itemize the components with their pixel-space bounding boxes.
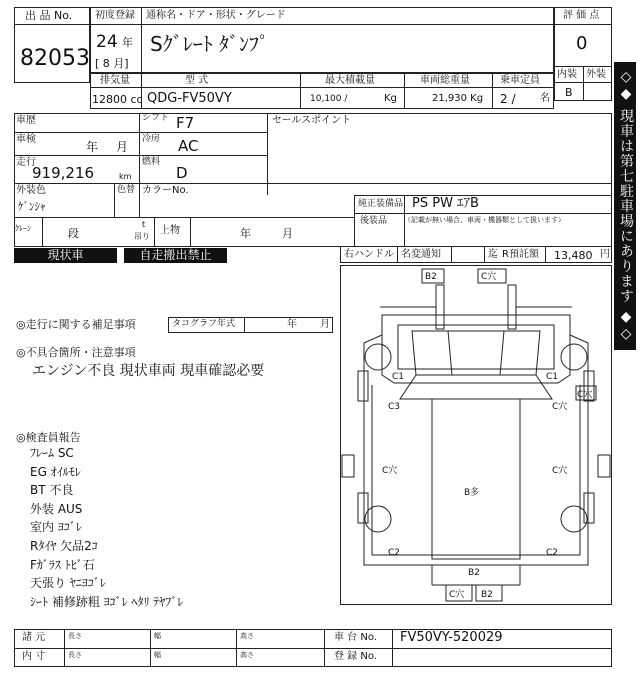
vehicle-diagram: [340, 265, 612, 605]
lot-label: 出 品 No.: [25, 9, 73, 22]
interior-grade: B: [565, 86, 573, 99]
ac-value: AC: [178, 137, 199, 155]
mileage-unit: km: [119, 172, 132, 181]
score-value: 0: [576, 33, 588, 54]
recycle-value: 13,480: [554, 249, 593, 262]
aftermarket-note: （記載が無い場合、車両・機器類として扱います）: [404, 216, 565, 224]
crane-ton: t: [142, 220, 146, 229]
footer-height-1: 高さ: [240, 632, 254, 640]
lot-number: 82053: [20, 46, 90, 71]
crane-stage: 段: [68, 227, 79, 240]
inspection-year: 年: [86, 140, 99, 154]
reg-year-unit: 年: [122, 36, 133, 49]
history-label: 車歴: [16, 115, 36, 126]
tacho-label: タコグラフ年式: [172, 319, 236, 329]
shift-label: シフト: [142, 113, 170, 123]
inspector-title: ◎検査員報告: [16, 431, 81, 444]
recycle-unit: 円: [600, 249, 610, 260]
footer-specs-label: 諸 元: [22, 632, 46, 643]
aftermarket-label: 後装品: [360, 216, 388, 226]
recycle-label: R預託額: [502, 249, 539, 260]
footer-length-1: 長さ: [68, 632, 82, 640]
mileage-label: 走行: [16, 157, 36, 168]
max-load-label: 最大積載量: [325, 75, 375, 86]
fuel-value: D: [176, 164, 188, 182]
model-code-label: 型 式: [185, 75, 209, 86]
interior-label: 内装: [557, 69, 577, 80]
displacement-value: 12800 cc: [92, 93, 143, 106]
footer-width-2: 幅: [154, 651, 161, 659]
genjo-badge: 現状車: [14, 248, 117, 263]
inspector-line: 室内 ﾖｺﾞﾚ: [30, 520, 82, 535]
model-name: Sｸﾞﾚｰﾄ ﾀﾞﾝﾌﾟ: [150, 32, 270, 56]
mark-c2-left: C2: [388, 548, 401, 558]
parking-notice: ◇◆ 現車は第七駐車場にあります ◆◇: [614, 62, 636, 350]
mark-rear-b2: B2: [468, 568, 480, 578]
tax-label: 迄: [488, 249, 498, 260]
tacho-month: 月: [320, 319, 330, 330]
inspector-line: EG ｵｲﾙﾓﾚ: [30, 464, 81, 479]
defects-text: エンジン不良 現状車両 現車確認必要: [32, 363, 265, 379]
reg-month: [ 8 月]: [95, 57, 129, 70]
displacement-label: 排気量: [100, 75, 130, 86]
color-change-label: 色替: [117, 185, 136, 195]
inspection-label: 車検: [16, 134, 36, 145]
mark-c-hole-right-upper: C穴: [552, 402, 568, 412]
chassis-label: 車 台 No.: [334, 632, 377, 643]
model-code-value: QDG-FV50VY: [147, 91, 232, 106]
driving-notes-title: ◎走行に関する補足事項: [16, 318, 136, 331]
capacity-unit: 名: [540, 93, 550, 104]
gross-weight-label: 車両総重量: [420, 75, 470, 86]
ac-label: 冷房: [142, 134, 161, 144]
defects-title: ◎不具合箇所・注意事項: [16, 346, 136, 359]
mileage-value: 919,216: [32, 164, 95, 182]
mark-c-hole-right-box: C穴: [577, 390, 593, 400]
mark-bed: B多: [464, 488, 480, 498]
max-load-unit: Kg: [384, 93, 397, 104]
sales-point-label: セールスポイント: [272, 115, 352, 126]
mark-top-c-hole: C穴: [481, 272, 497, 282]
mark-bottom-c-hole: C穴: [449, 590, 465, 600]
shift-value: F7: [176, 114, 195, 132]
color-no-label: カラーNo.: [142, 185, 189, 196]
inspector-line: ｼｰﾄ 補修跡粗 ﾖｺﾞﾚ ﾍﾀﾘ ﾃﾔﾌﾞﾚ: [30, 594, 184, 609]
inspector-line: BT 不良: [30, 483, 74, 498]
name-change-label: 名変通知: [401, 249, 441, 260]
capacity-label: 乗車定員: [500, 75, 540, 86]
color-label: 外装色: [16, 185, 46, 196]
mark-c-hole-left-mid: C穴: [382, 466, 398, 476]
inspector-line: Fｶﾞﾗｽ ﾄﾋﾞ石: [30, 557, 95, 572]
gross-weight-value: 21,930 Kg: [432, 93, 484, 104]
footer-dims-label: 内 寸: [22, 651, 46, 662]
mark-bottom-b2: B2: [481, 590, 493, 600]
registration-label: 登 録 No.: [334, 651, 377, 662]
mark-c1-left: C1: [392, 372, 405, 382]
upper-year: 年: [240, 227, 251, 240]
mark-c-hole-right-mid: C穴: [552, 466, 568, 476]
tacho-year: 年: [287, 319, 297, 330]
mark-c1-right: C1: [546, 372, 559, 382]
mark-c3: C3: [388, 402, 401, 412]
exterior-label: 外装: [586, 69, 606, 80]
inspector-line: Rﾀｲﾔ 欠品2ｺ: [30, 539, 98, 553]
inspector-line: 外装 AUS: [30, 501, 83, 516]
factory-equipment-value: PS PW ｴｱB: [412, 196, 479, 211]
steering-label: 右ハンドル: [344, 249, 394, 260]
fuel-label: 燃料: [142, 157, 161, 167]
upper-month: 月: [282, 227, 293, 240]
first-reg-label: 初度登録: [95, 10, 135, 21]
footer-length-2: 長さ: [68, 651, 82, 659]
footer-width-1: 幅: [154, 632, 161, 640]
max-load-value: 10,100 /: [310, 94, 348, 104]
no-self-drive-badge: 自走搬出禁止: [124, 248, 227, 263]
factory-equipment-label: 純正装備品: [358, 199, 404, 209]
inspection-month: 月: [116, 140, 129, 154]
color-value: ｹﾞﾝｼｬ: [18, 200, 46, 213]
chassis-value: FV50VY-520029: [400, 630, 503, 645]
mark-top-b2: B2: [425, 272, 437, 282]
reg-year: 24: [96, 32, 118, 52]
inspector-line: ﾌﾚｰﾑ SC: [30, 446, 74, 460]
score-label: 評 価 点: [563, 10, 600, 21]
details-block: [14, 113, 612, 247]
crane-hook: 吊り: [134, 232, 150, 241]
upper-label: 上物: [160, 225, 180, 236]
inspector-line: 天張り ﾔﾆﾖｺﾞﾚ: [30, 576, 106, 591]
model-header-label: 通称名・ドア・形状・グレード: [146, 10, 286, 21]
capacity-value: 2 /: [500, 92, 516, 106]
mark-c2-right: C2: [546, 548, 559, 558]
crane-label: ｸﾚｰﾝ: [15, 224, 31, 233]
footer-height-2: 高さ: [240, 651, 254, 659]
